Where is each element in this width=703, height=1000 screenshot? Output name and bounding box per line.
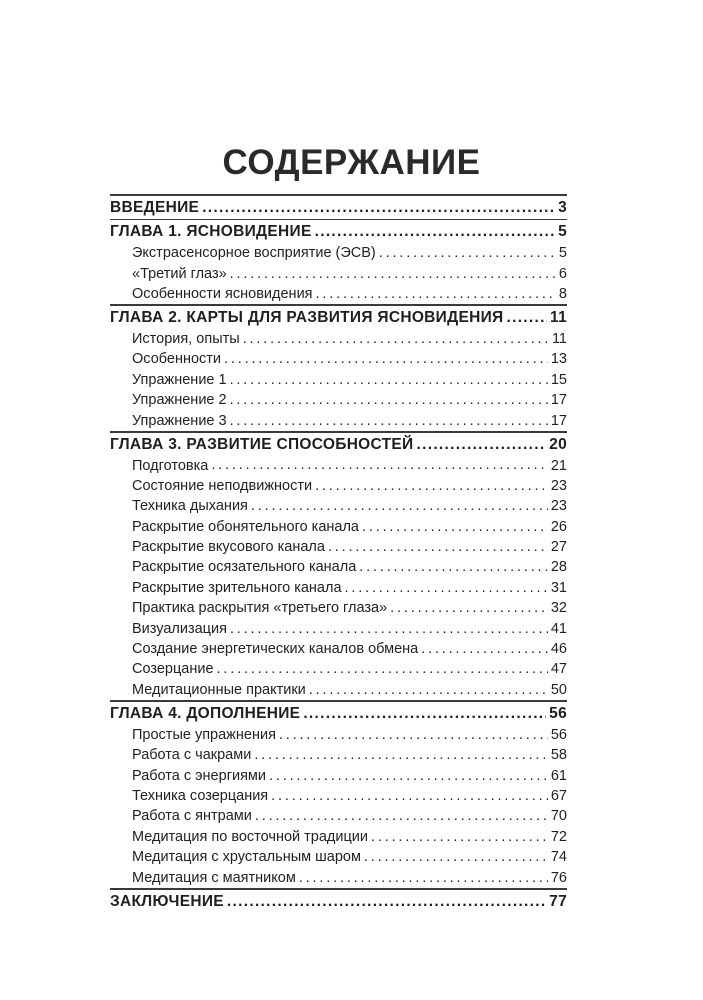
chapter-page: 77 bbox=[549, 892, 567, 910]
section-label: Работа с чакрами bbox=[132, 747, 252, 764]
dot-leader bbox=[421, 639, 548, 659]
dot-leader bbox=[328, 537, 548, 557]
toc-chapter-2[interactable] bbox=[110, 306, 567, 329]
chapter-page: 3 bbox=[558, 198, 567, 216]
dot-leader bbox=[230, 619, 548, 639]
section-label: Раскрытие зрительного канала bbox=[132, 579, 342, 596]
dot-leader bbox=[230, 411, 548, 431]
section-page: 46 bbox=[550, 641, 567, 658]
section-page: 31 bbox=[550, 579, 567, 596]
section-label: Раскрытие обонятельного канала bbox=[132, 518, 359, 535]
toc-section[interactable] bbox=[110, 619, 567, 639]
section-label: Визуализация bbox=[132, 620, 227, 637]
toc-section[interactable] bbox=[110, 496, 567, 516]
section-page: 56 bbox=[550, 726, 567, 743]
page-title: СОДЕРЖАНИЕ bbox=[222, 143, 481, 182]
dot-leader bbox=[254, 745, 548, 765]
dot-leader bbox=[362, 517, 548, 537]
section-page: 41 bbox=[550, 620, 567, 637]
section-page: 8 bbox=[558, 285, 567, 302]
section-label: Экстрасенсорное восприятие (ЭСВ) bbox=[132, 245, 376, 262]
chapter-label: ГЛАВА 2. КАРТЫ ДЛЯ РАЗВИТИЯ ЯСНОВИДЕНИЯ bbox=[110, 308, 504, 326]
section-label: Состояние неподвижности bbox=[132, 477, 313, 494]
section-label: Практика раскрытия «третьего глаза» bbox=[132, 600, 388, 617]
section-label: Упражнение 3 bbox=[132, 412, 227, 429]
dot-leader bbox=[251, 496, 548, 516]
toc-section[interactable] bbox=[110, 390, 567, 410]
section-page: 47 bbox=[550, 661, 567, 678]
section-label: Медитационные практики bbox=[132, 681, 306, 698]
toc-section[interactable] bbox=[110, 517, 567, 537]
dot-leader bbox=[230, 264, 556, 284]
toc-section[interactable] bbox=[110, 284, 567, 304]
section-label: Упражнение 1 bbox=[132, 371, 227, 388]
chapter-page: 11 bbox=[550, 308, 567, 326]
chapter-label: ГЛАВА 4. ДОПОЛНЕНИЕ bbox=[110, 704, 301, 722]
toc-section[interactable] bbox=[110, 557, 567, 577]
section-label: Раскрытие вкусового канала bbox=[132, 539, 325, 556]
section-page: 27 bbox=[550, 539, 567, 556]
dot-leader bbox=[230, 390, 548, 410]
section-label: Техника созерцания bbox=[132, 787, 269, 804]
dot-leader bbox=[345, 578, 548, 598]
section-page: 28 bbox=[550, 559, 567, 576]
section-page: 70 bbox=[550, 808, 567, 825]
toc-section[interactable] bbox=[110, 537, 567, 557]
section-label: Подготовка bbox=[132, 457, 209, 474]
toc-section[interactable] bbox=[110, 745, 567, 765]
section-label: Работа с янтрами bbox=[132, 808, 252, 825]
toc-chapter-intro[interactable] bbox=[110, 196, 567, 219]
toc-section[interactable] bbox=[110, 806, 567, 826]
section-page: 61 bbox=[550, 767, 567, 784]
dot-leader bbox=[315, 476, 548, 496]
section-page: 32 bbox=[550, 600, 567, 617]
section-label: Особенности ясновидения bbox=[132, 285, 313, 302]
dot-leader bbox=[299, 868, 548, 888]
toc-section[interactable] bbox=[110, 243, 567, 263]
section-label: Работа с энергиями bbox=[132, 767, 266, 784]
dot-leader bbox=[371, 827, 548, 847]
section-page: 58 bbox=[550, 747, 567, 764]
section-label: Созерцание bbox=[132, 661, 214, 678]
dot-leader bbox=[243, 329, 549, 349]
dot-leader bbox=[359, 557, 548, 577]
dot-leader bbox=[224, 349, 548, 369]
toc-chapter-3[interactable] bbox=[110, 433, 567, 456]
toc-section[interactable] bbox=[110, 786, 567, 806]
section-page: 13 bbox=[550, 351, 567, 368]
toc-section[interactable] bbox=[110, 370, 567, 390]
section-page: 11 bbox=[551, 330, 567, 347]
toc-section[interactable] bbox=[110, 847, 567, 867]
dot-leader bbox=[390, 598, 548, 618]
section-label: Раскрытие осязательного канала bbox=[132, 559, 357, 576]
section-page: 67 bbox=[550, 787, 567, 804]
chapter-page: 5 bbox=[558, 223, 567, 241]
dot-leader bbox=[315, 220, 555, 243]
toc-section[interactable] bbox=[110, 827, 567, 847]
dot-leader bbox=[309, 680, 548, 700]
dot-leader bbox=[217, 659, 548, 679]
section-page: 17 bbox=[550, 412, 567, 429]
toc-section[interactable] bbox=[110, 659, 567, 679]
section-label: Создание энергетических каналов обмена bbox=[132, 641, 419, 658]
chapter-page: 56 bbox=[549, 704, 567, 722]
dot-leader bbox=[379, 243, 556, 263]
toc-section[interactable] bbox=[110, 329, 567, 349]
dot-leader bbox=[279, 725, 548, 745]
chapter-label: ГЛАВА 1. ЯСНОВИДЕНИЕ bbox=[110, 223, 312, 241]
section-page: 6 bbox=[558, 265, 567, 282]
section-page: 23 bbox=[550, 477, 567, 494]
section-label: Упражнение 2 bbox=[132, 392, 227, 409]
dot-leader bbox=[364, 847, 548, 867]
section-label: Особенности bbox=[132, 351, 222, 368]
section-page: 72 bbox=[550, 828, 567, 845]
section-page: 50 bbox=[550, 681, 567, 698]
section-label: История, опыты bbox=[132, 330, 240, 347]
toc-chapter-conclusion[interactable] bbox=[110, 890, 567, 913]
section-page: 26 bbox=[550, 518, 567, 535]
toc-section[interactable] bbox=[110, 598, 567, 618]
toc-section[interactable] bbox=[110, 578, 567, 598]
toc-section[interactable] bbox=[110, 868, 567, 888]
toc-section[interactable] bbox=[110, 639, 567, 659]
section-page: 15 bbox=[550, 371, 567, 388]
chapter-label: ГЛАВА 3. РАЗВИТИЕ СПОСОБНОСТЕЙ bbox=[110, 435, 414, 453]
section-page: 21 bbox=[550, 457, 567, 474]
section-label: Техника дыхания bbox=[132, 498, 248, 515]
table-of-contents bbox=[110, 194, 567, 913]
dot-leader bbox=[303, 702, 546, 725]
toc-section[interactable] bbox=[110, 411, 567, 431]
toc-section[interactable] bbox=[110, 766, 567, 786]
toc-section[interactable] bbox=[110, 349, 567, 369]
section-page: 5 bbox=[558, 245, 567, 262]
dot-leader bbox=[271, 786, 548, 806]
section-label: Простые упражнения bbox=[132, 726, 276, 743]
dot-leader bbox=[211, 456, 548, 476]
dot-leader bbox=[316, 284, 556, 304]
dot-leader bbox=[417, 433, 547, 456]
dot-leader bbox=[230, 370, 548, 390]
chapter-label: ВВЕДЕНИЕ bbox=[110, 198, 200, 216]
chapter-label: ЗАКЛЮЧЕНИЕ bbox=[110, 892, 224, 910]
toc-chapter-1[interactable] bbox=[110, 220, 567, 243]
section-page: 76 bbox=[550, 869, 567, 886]
section-label: Медитация с маятником bbox=[132, 869, 296, 886]
dot-leader bbox=[255, 806, 548, 826]
section-page: 17 bbox=[550, 392, 567, 409]
dot-leader bbox=[506, 306, 547, 329]
toc-chapter-4[interactable] bbox=[110, 702, 567, 725]
toc-section[interactable] bbox=[110, 264, 567, 284]
section-label: «Третий глаз» bbox=[132, 265, 227, 282]
section-label: Медитация с хрустальным шаром bbox=[132, 849, 361, 866]
toc-section[interactable] bbox=[110, 680, 567, 700]
chapter-page: 20 bbox=[549, 435, 567, 453]
dot-leader bbox=[227, 890, 546, 913]
section-page: 74 bbox=[550, 849, 567, 866]
toc-section[interactable] bbox=[110, 456, 567, 476]
dot-leader bbox=[269, 766, 548, 786]
section-page: 23 bbox=[550, 498, 567, 515]
section-label: Медитация по восточной традиции bbox=[132, 828, 368, 845]
toc-section[interactable] bbox=[110, 476, 567, 496]
dot-leader bbox=[202, 196, 555, 219]
toc-section[interactable] bbox=[110, 725, 567, 745]
